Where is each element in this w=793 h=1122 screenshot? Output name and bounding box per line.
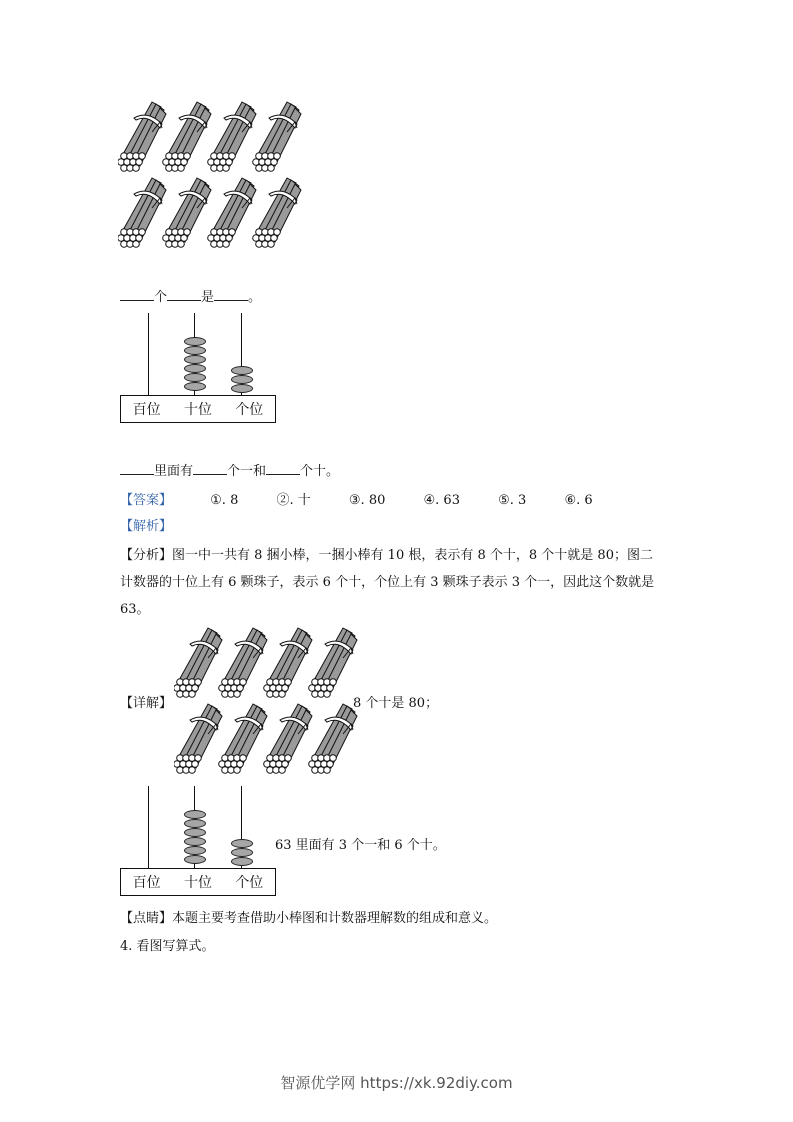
bead [231, 839, 253, 848]
analysis-label: 【解析】 [120, 519, 173, 534]
bead [184, 810, 206, 819]
stick-bundle [163, 102, 211, 171]
stick-bundle [253, 178, 301, 247]
stick-bundles-figure [118, 98, 303, 248]
bead [184, 819, 206, 828]
counting-frame [120, 786, 276, 898]
stick-bundle [264, 628, 312, 697]
counting-frame [120, 313, 276, 425]
question-line-2: 里面有 个一和 个十。 [120, 460, 339, 479]
detail-label: 【详解】 [120, 696, 173, 711]
answer-label: 【答案】 [120, 493, 173, 508]
bead [231, 384, 253, 393]
stick-bundle [309, 704, 357, 773]
stick-bundle [118, 102, 166, 171]
stick-bundles-figure [174, 624, 359, 774]
bead [184, 364, 206, 373]
answer-blank [120, 289, 154, 301]
stick-bundle [163, 178, 211, 247]
stick-bundle [253, 102, 301, 171]
stick-bundle [208, 178, 256, 247]
question-line-1: 个 是 。 [120, 286, 261, 305]
answer-blank [193, 463, 227, 475]
stick-bundle [219, 704, 267, 773]
stick-bundle [118, 178, 166, 247]
hundreds-label: 百位 [132, 875, 161, 891]
bead [184, 855, 206, 864]
bead [184, 337, 206, 346]
answer-item: ④. 63 [423, 493, 460, 508]
place-value-labels [120, 868, 276, 896]
ones-label: 个位 [235, 402, 264, 418]
bead [184, 846, 206, 855]
stick-bundle [174, 704, 222, 773]
tens-label: 十位 [183, 402, 212, 418]
dianjing-label: 【点睛】 [120, 911, 173, 926]
dianjing-line: 【点睛】本题主要考查借助小棒图和计数器理解数的组成和意义。 [120, 911, 498, 926]
answer-item: ⑥. 6 [564, 493, 593, 508]
fenxi-line-2: 计数器的十位上有 6 颗珠子，表示 6 个十，个位上有 3 颗珠子表示 3 个一，因此这个数就是 [120, 575, 655, 590]
answer-item: ③. 80 [348, 493, 386, 508]
bead [231, 857, 253, 866]
hundreds-label: 百位 [132, 402, 161, 418]
place-value-labels [120, 395, 276, 423]
stick-bundle [309, 628, 357, 697]
stick-bundle [208, 102, 256, 171]
bead [231, 848, 253, 857]
bead [184, 355, 206, 364]
detail-text-1: 8 个十是 80； [353, 696, 439, 711]
detail-text-2: 63 里面有 3 个一和 6 个十。 [275, 838, 446, 853]
hundreds-rod [148, 786, 149, 868]
answer-blank [167, 289, 201, 301]
tens-label: 十位 [183, 875, 212, 891]
stick-bundle [264, 704, 312, 773]
bead [231, 375, 253, 384]
answer-blank [214, 289, 248, 301]
bead [184, 346, 206, 355]
ones-label: 个位 [235, 875, 264, 891]
fenxi-label: 【分析】 [120, 548, 173, 563]
next-question: 4. 看图写算式。 [120, 939, 215, 954]
stick-bundle [219, 628, 267, 697]
fenxi-line-1: 【分析】图一中一共有 8 捆小棒，一捆小棒有 10 根，表示有 8 个十，8 个十就是 80；图二 [120, 548, 653, 563]
answer-item: ⑤. 3 [498, 493, 527, 508]
footer-watermark: 智源优学网 https://xk.92diy.com [280, 1074, 513, 1092]
hundreds-rod [148, 313, 149, 395]
answer-item: ②. 十 [276, 493, 311, 508]
bead [184, 837, 206, 846]
answer-item: ①. 8 [210, 493, 239, 508]
bead [184, 373, 206, 382]
answer-blank [120, 463, 154, 475]
answer-line [120, 489, 593, 508]
bead [184, 382, 206, 391]
bead [184, 828, 206, 837]
bead [231, 366, 253, 375]
answer-blank [266, 463, 300, 475]
fenxi-line-3: 63。 [120, 602, 150, 617]
stick-bundle [174, 628, 222, 697]
